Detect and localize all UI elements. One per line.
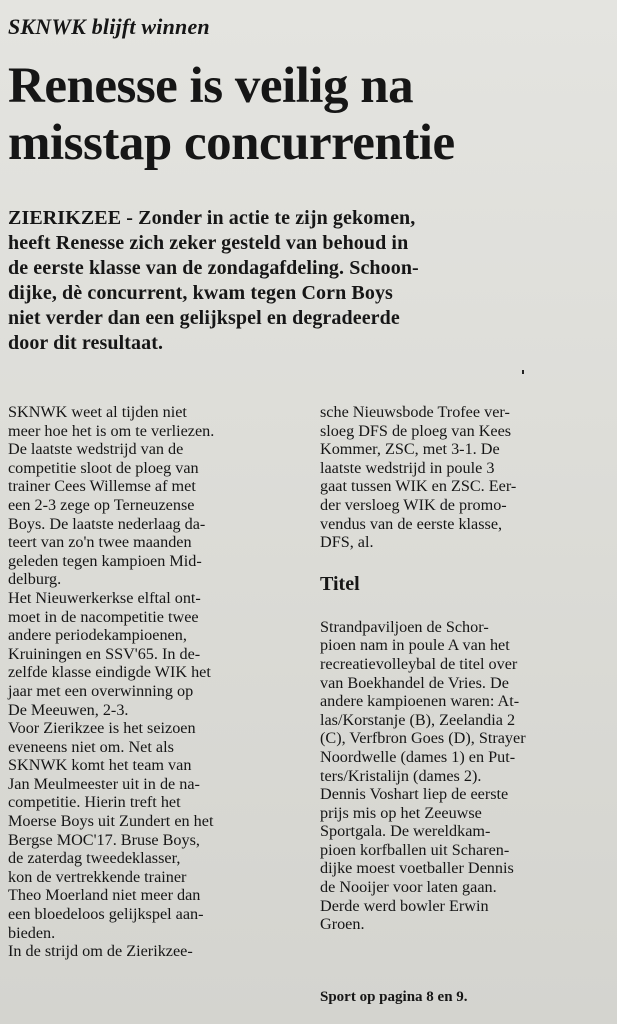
lead-line: ZIERIKZEE - Zonder in actie te zijn gekomen,	[8, 207, 416, 229]
body-line: Jan Meulmeester uit in de na-	[8, 774, 200, 793]
body-line: eveneens niet om. Net als	[8, 737, 174, 756]
body-line: prijs mis op het Zeeuwse	[320, 803, 482, 822]
lead-line: de eerste klasse van de zondagafdeling. Schoon-	[8, 257, 419, 279]
headline	[8, 58, 455, 172]
right-column-top-text	[320, 403, 610, 552]
body-line: dijke moest voetballer Dennis	[320, 859, 514, 878]
headline-line: Renesse is veilig na	[8, 58, 414, 114]
ink-speck	[522, 370, 524, 374]
body-line: moet in de nacompetitie twee	[8, 607, 199, 626]
body-line: jaar met een overwinning op	[8, 681, 194, 700]
body-line: De laatste wedstrijd van de	[8, 440, 184, 459]
body-line: der versloeg WIK de promo-	[320, 495, 507, 514]
body-line: Kommer, ZSC, met 3-1. De	[320, 440, 500, 459]
body-line: pioen nam in poule A van het	[320, 636, 510, 655]
body-line: andere kampioenen waren: At-	[320, 692, 520, 711]
body-line: Derde werd bowler Erwin	[320, 896, 489, 915]
body-line: geleden tegen kampioen Mid-	[8, 551, 202, 570]
body-line: teert van zo'n twee maanden	[8, 533, 192, 552]
body-line: las/Korstanje (B), Zeelandia 2	[320, 710, 516, 729]
body-line: een bloedeloos gelijkspel aan-	[8, 905, 204, 924]
subhead-titel: Titel	[320, 572, 360, 595]
body-line: Het Nieuwerkerkse elftal ont-	[8, 588, 201, 607]
body-line: kon de vertrekkende trainer	[8, 867, 187, 886]
body-line: sche Nieuwsbode Trofee ver-	[320, 403, 510, 421]
body-line: DFS, al.	[320, 533, 374, 552]
body-line: van Boekhandel de Vries. De	[320, 673, 509, 692]
body-line: gaat tussen WIK en ZSC. Eer-	[320, 477, 517, 496]
body-line: Bergse MOC'17. Bruse Boys,	[8, 830, 200, 849]
right-column-bottom-text	[320, 618, 610, 934]
body-line: In de strijd om de Zierikzee-	[8, 942, 193, 961]
body-line: ters/Kristalijn (dames 2).	[320, 766, 482, 785]
lead-line: heeft Renesse zich zeker gesteld van behoud in	[8, 232, 409, 254]
body-line: andere periodekampioenen,	[8, 626, 187, 645]
body-column-right	[320, 403, 610, 934]
body-line: Voor Zierikzee is het seizoen	[8, 719, 196, 738]
body-line: vendus van de eerste klasse,	[320, 514, 503, 533]
body-line: de Nooijer voor laten gaan.	[320, 878, 497, 897]
body-line: Theo Moerland niet meer dan	[8, 886, 201, 905]
body-line: Boys. De laatste nederlaag da-	[8, 514, 206, 533]
body-line: de zaterdag tweedeklasser,	[8, 849, 181, 868]
paragraph-gap	[320, 552, 610, 566]
body-line: delburg.	[8, 570, 62, 589]
body-line: Noordwelle (dames 1) en Put-	[320, 747, 516, 766]
sport-cross-reference: Sport op pagina 8 en 9.	[320, 989, 468, 1005]
body-line: pioen korfballen uit Scharen-	[320, 840, 510, 859]
headline-line: misstap concurrentie	[8, 115, 455, 171]
body-line: zelfde klasse eindigde WIK het	[8, 663, 211, 682]
body-line: (C), Verfbron Goes (D), Strayer	[320, 729, 526, 748]
body-column-left	[8, 403, 298, 961]
lead-line: dijke, dè concurrent, kwam tegen Corn Boys	[8, 282, 393, 304]
lead-line: door dit resultaat.	[8, 332, 164, 354]
body-line: competitie sloot de ploeg van	[8, 458, 199, 477]
body-line: SKNWK komt het team van	[8, 756, 192, 775]
body-line: meer hoe het is om te verliezen.	[8, 421, 215, 440]
body-line: sloeg DFS de ploeg van Kees	[320, 421, 512, 440]
lead-line: niet verder dan een gelijkspel en degradeerde	[8, 307, 400, 329]
body-line: laatste wedstrijd in poule 3	[320, 458, 495, 477]
body-line: bieden.	[8, 923, 56, 942]
body-line: Kruiningen en SSV'65. In de-	[8, 644, 201, 663]
body-line: competitie. Hierin treft het	[8, 793, 181, 812]
body-line: Moerse Boys uit Zundert en het	[8, 812, 214, 831]
body-line: SKNWK weet al tijden niet	[8, 403, 187, 421]
body-line: Strandpaviljoen de Schor-	[320, 617, 489, 636]
kicker: SKNWK blijft winnen	[8, 14, 210, 39]
body-line: De Meeuwen, 2-3.	[8, 700, 129, 719]
lead-paragraph	[8, 206, 608, 356]
body-line: trainer Cees Willemse af met	[8, 477, 196, 496]
body-line: Sportgala. De wereldkam-	[320, 822, 491, 841]
body-line: Dennis Voshart liep de eerste	[320, 785, 509, 804]
body-line: een 2-3 zege op Terneuzense	[8, 495, 195, 514]
body-line: Groen.	[320, 915, 365, 934]
body-line: recreatievolleybal de titel over	[320, 654, 518, 673]
